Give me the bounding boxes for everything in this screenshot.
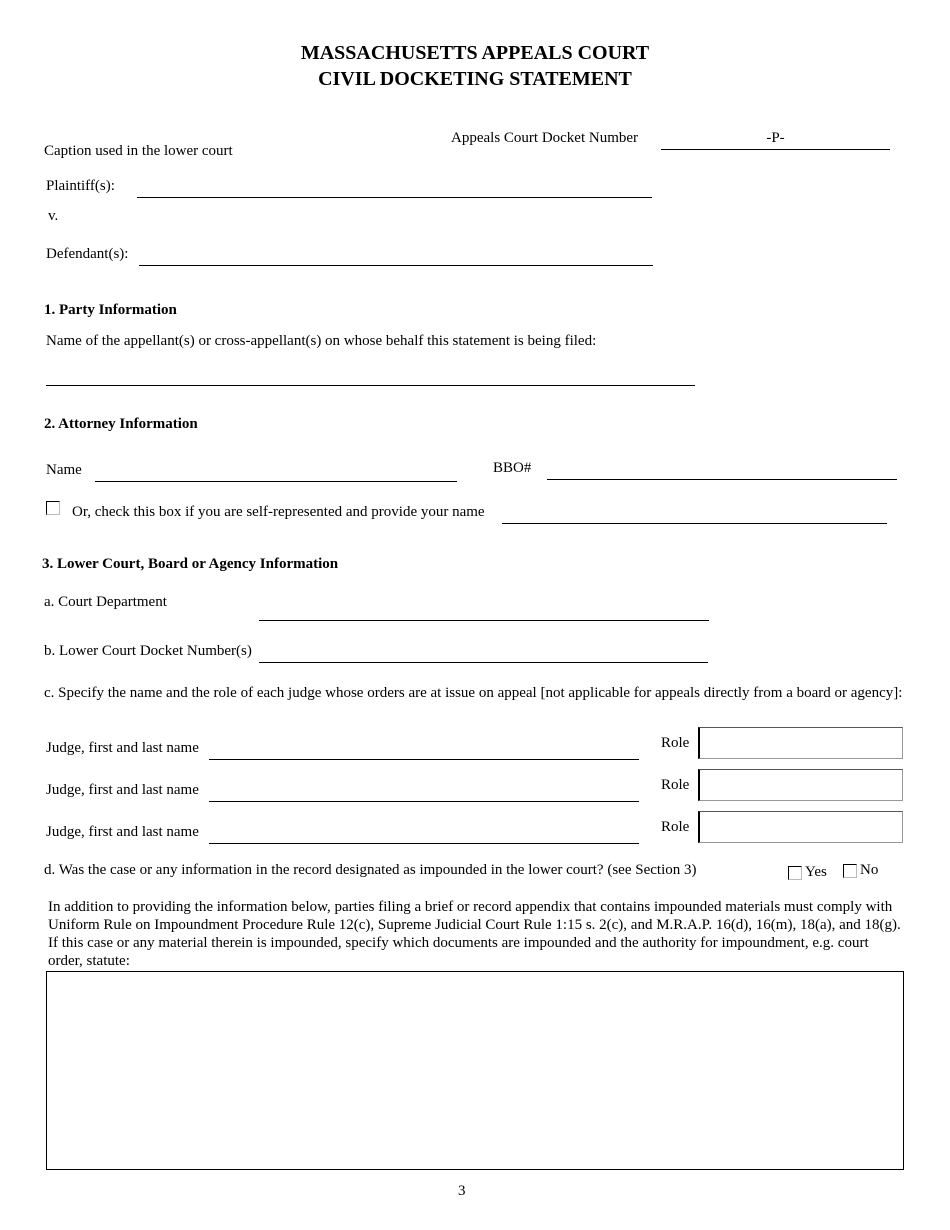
plaintiff-input[interactable] [137,175,652,198]
impounded-no-label: No [860,862,879,878]
versus-label: v. [48,208,59,224]
docket-number-label: Appeals Court Docket Number [451,130,639,146]
impounded-yes-label: Yes [805,864,827,880]
judge-label: Judge, first and last name [46,782,199,798]
role-label: Role [661,735,690,751]
self-represented-label: Or, check this box if you are self-represented and provide your name [72,504,485,520]
role-input[interactable] [698,727,903,759]
self-represented-checkbox[interactable] [46,501,60,515]
plaintiff-label: Plaintiff(s): [46,178,115,194]
role-label: Role [661,819,690,835]
court-department-input[interactable] [259,598,709,621]
attorney-name-input[interactable] [95,459,457,482]
judge-name-input[interactable] [209,737,639,760]
judges-prompt: c. Specify the name and the role of each judge whose orders are at issue on appeal [not applicable for appeals directly from a board or agency]: [44,685,903,701]
defendant-label: Defendant(s): [46,246,129,262]
appellant-name-input[interactable] [46,363,695,386]
impounded-no-checkbox[interactable] [843,864,857,878]
bbo-input[interactable] [547,457,897,480]
impounded-question: d. Was the case or any information in the record designated as impounded in the lower court? (see Section 3) [44,862,697,878]
defendant-input[interactable] [139,243,653,266]
judge-name-input[interactable] [209,821,639,844]
form-title-line2: CIVIL DOCKETING STATEMENT [318,68,632,90]
lower-docket-label: b. Lower Court Docket Number(s) [44,643,252,659]
section3-heading: 3. Lower Court, Board or Agency Information [42,556,339,572]
impounded-details-textarea[interactable] [46,971,904,1170]
role-input[interactable] [698,811,903,843]
bbo-label: BBO# [493,460,532,476]
caption-label: Caption used in the lower court [44,143,233,159]
role-label: Role [661,777,690,793]
appellant-prompt: Name of the appellant(s) or cross-appellant(s) on whose behalf this statement is being filed: [46,333,597,349]
attorney-name-label: Name [46,462,82,478]
section1-heading: 1. Party Information [44,302,177,318]
docket-number-field[interactable]: -P- [661,130,890,150]
form-title-line1: MASSACHUSETTS APPEALS COURT [300,42,650,64]
judge-label: Judge, first and last name [46,824,199,840]
page-number: 3 [458,1183,466,1199]
judge-label: Judge, first and last name [46,740,199,756]
impounded-instructions: In addition to providing the information below, parties filing a brief or record appendix that contains impounded materials must comply with Uniform Rule on Impoundment Procedure Rule 12(c), Supreme Judicial Court Rule 1:15 s. 2(c), and M.R.A.P. 16(d), 16(m), 18(a), and 18(g). If this case or any material therein is impounded, specify which documents are impounded and the authority for impoundment, e.g. court order, statute: [48,899,901,969]
section2-heading: 2. Attorney Information [44,416,198,432]
court-department-label: a. Court Department [44,594,167,610]
role-input[interactable] [698,769,903,801]
judge-name-input[interactable] [209,779,639,802]
self-represented-name-input[interactable] [502,501,887,524]
lower-docket-input[interactable] [259,640,708,663]
impounded-yes-checkbox[interactable] [788,866,802,880]
